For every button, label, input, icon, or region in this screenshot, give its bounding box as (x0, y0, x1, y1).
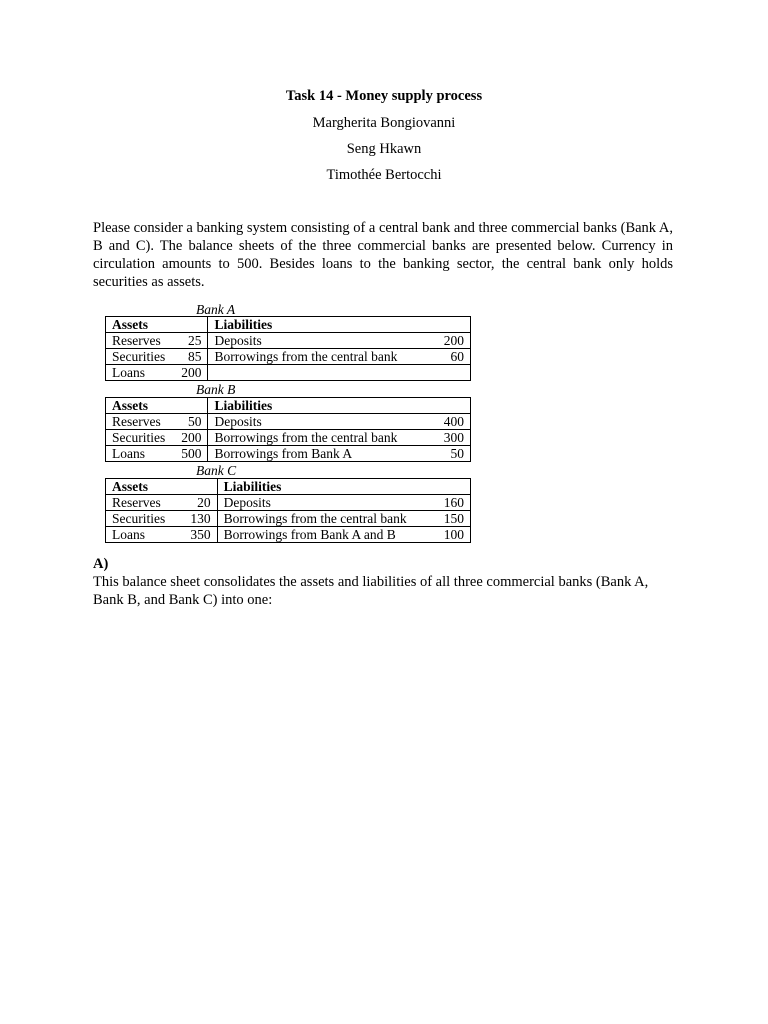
asset-label: Loans (106, 446, 176, 462)
liability-label: Borrowings from the central bank (208, 349, 426, 365)
table-header-row (106, 479, 471, 495)
question-a-label: A) (93, 556, 109, 572)
table-header-row (106, 398, 471, 414)
asset-value: 85 (175, 349, 208, 365)
liability-label: Borrowings from the central bank (217, 511, 431, 527)
author-1: Margherita Bongiovanni (312, 115, 456, 131)
liability-label: Borrowings from the central bank (208, 430, 426, 446)
bank-b-balance-sheet (105, 397, 471, 462)
assets-header: Assets (106, 317, 208, 333)
table-row (106, 333, 471, 349)
page-title: Task 14 - Money supply process (285, 88, 483, 104)
bank-c-caption: Bank C (196, 463, 237, 478)
liabilities-header: Liabilities (217, 479, 470, 495)
table-row (106, 414, 471, 430)
asset-value: 130 (180, 511, 217, 527)
author-3: Timothée Bertocchi (326, 167, 442, 183)
liability-value: 150 (431, 511, 471, 527)
table-header-row (106, 317, 471, 333)
liability-label: Borrowings from Bank A and B (217, 527, 431, 543)
intro-paragraph: Please consider a banking system consisting of a central bank and three commercial banks (Bank A, B and C). The balance sheets of the three commercial banks are presented below. Currency in circulation amounts to 500. Besides loans to the banking sector, the central bank only holds securities as assets. (93, 220, 673, 290)
liability-value: 60 (426, 349, 470, 365)
liability-label: Deposits (208, 333, 426, 349)
bank-a-balance-sheet (105, 316, 471, 381)
liability-label: Borrowings from Bank A (208, 446, 426, 462)
liability-label: Deposits (208, 414, 426, 430)
asset-value: 200 (175, 430, 208, 446)
asset-label: Reserves (106, 495, 181, 511)
bank-c-balance-sheet (105, 478, 471, 543)
question-a-text: This balance sheet consolidates the assets and liabilities of all three commercial banks (Bank A, Bank B, and Bank C) into one: (93, 574, 649, 608)
asset-value: 20 (180, 495, 217, 511)
table-row (106, 446, 471, 462)
asset-value: 500 (175, 446, 208, 462)
liability-value: 160 (431, 495, 471, 511)
liability-value: 50 (426, 446, 470, 462)
table-row (106, 349, 471, 365)
asset-label: Reserves (106, 333, 176, 349)
table-row (106, 527, 471, 543)
table-row (106, 511, 471, 527)
asset-value: 25 (175, 333, 208, 349)
liability-value: 100 (431, 527, 471, 543)
asset-label: Securities (106, 511, 181, 527)
assets-header: Assets (106, 479, 218, 495)
bank-a-caption: Bank A (196, 302, 236, 317)
liabilities-header: Liabilities (208, 317, 471, 333)
table-row (106, 495, 471, 511)
liability-label (208, 365, 426, 381)
liability-value: 400 (426, 414, 470, 430)
table-row (106, 430, 471, 446)
liability-value: 300 (426, 430, 470, 446)
liability-label: Deposits (217, 495, 431, 511)
liability-value: 200 (426, 333, 470, 349)
table-row (106, 365, 471, 381)
liability-value (426, 365, 470, 381)
asset-label: Loans (106, 365, 176, 381)
author-2: Seng Hkawn (346, 141, 422, 157)
asset-value: 50 (175, 414, 208, 430)
asset-value: 200 (175, 365, 208, 381)
asset-label: Reserves (106, 414, 176, 430)
asset-value: 350 (180, 527, 217, 543)
liabilities-header: Liabilities (208, 398, 471, 414)
assets-header: Assets (106, 398, 208, 414)
asset-label: Securities (106, 430, 176, 446)
asset-label: Loans (106, 527, 181, 543)
bank-b-caption: Bank B (196, 382, 236, 397)
asset-label: Securities (106, 349, 176, 365)
